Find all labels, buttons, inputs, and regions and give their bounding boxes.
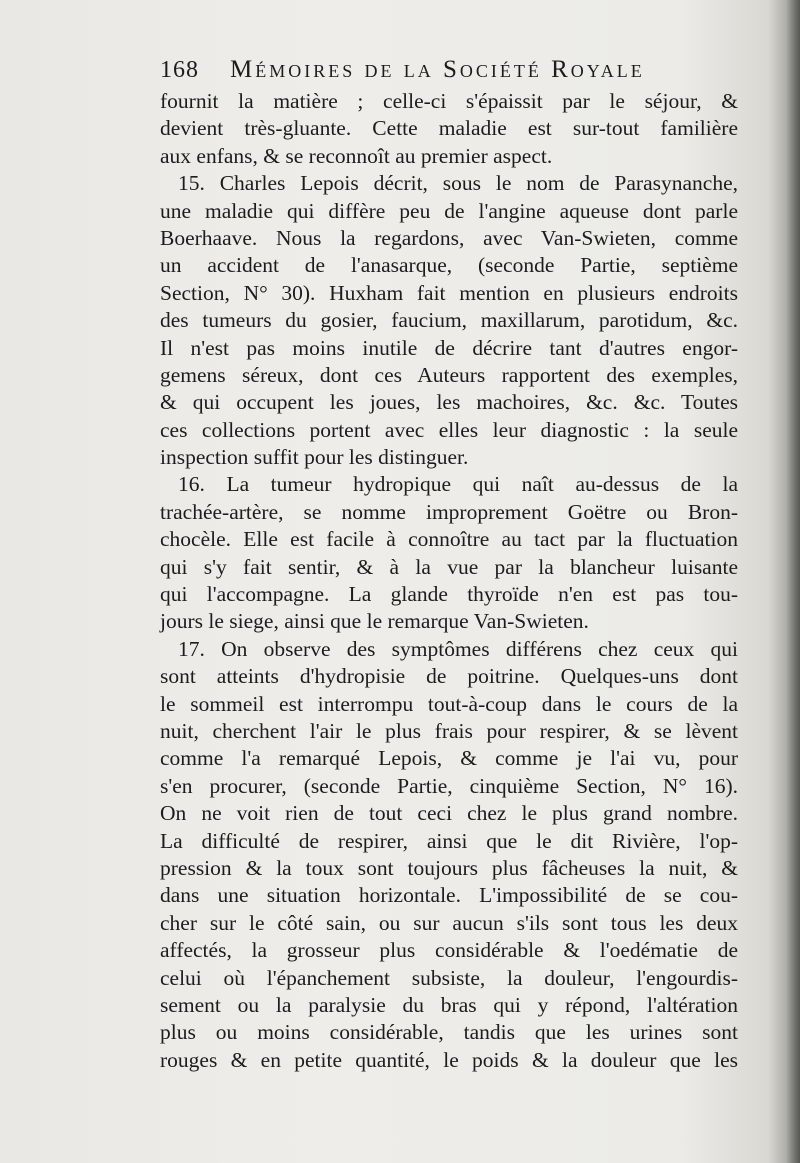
text-line: s'en procurer, (seconde Partie, cinquième Section, N° 16).: [160, 773, 738, 798]
text-line: 16. La tumeur hydropique qui naît au-dessus de la: [178, 472, 738, 497]
text-line: le sommeil est interrompu tout-à-coup dans le cours de la: [160, 691, 738, 716]
text-line: gemens séreux, dont ces Auteurs rapportent des exemples,: [160, 362, 738, 387]
text-line: & qui occupent les joues, les machoires, &c. &c. Toutes: [160, 390, 738, 415]
text-line: un accident de l'anasarque, (seconde Partie, septième: [160, 253, 738, 278]
text-line: dans une situation horizontale. L'impossibilité de se cou-: [160, 883, 738, 908]
text-line: sement ou la paralysie du bras qui y répond, l'altération: [160, 992, 738, 1017]
text-line: affectés, la grosseur plus considérable & l'oedématie de: [160, 938, 738, 963]
text-line: devient très-gluante. Cette maladie est sur-tout familière: [160, 116, 738, 141]
text-line: cher sur le côté sain, ou sur aucun s'ils sont tous les deux: [160, 910, 738, 935]
text-line: fournit la matière ; celle-ci s'épaissit par le séjour, &: [160, 89, 738, 113]
body-text: [160, 88, 738, 1074]
text-line: 17. On observe des symptômes différens chez ceux qui: [178, 636, 738, 661]
text-line: aux enfans, & se reconnoît au premier aspect.: [160, 143, 553, 168]
text-line: qui l'accompagne. La glande thyroïde n'en est pas tou-: [160, 582, 738, 607]
text-line: Section, N° 30). Huxham fait mention en plusieurs endroits: [160, 280, 738, 305]
text-line: 15. Charles Lepois décrit, sous le nom de Parasynanche,: [178, 171, 738, 196]
text-line: inspection suffit pour les distinguer.: [160, 445, 469, 470]
text-line: comme l'a remarqué Lepois, & comme je l'ai vu, pour: [160, 746, 738, 771]
text-line: trachée-artère, se nomme improprement Goëtre ou Bron-: [160, 499, 738, 524]
text-line: une maladie qui diffère peu de l'angine aqueuse dont parle: [160, 198, 738, 223]
running-title: Mémoires de la Société Royale: [230, 56, 645, 83]
page-binding-shadow: [786, 0, 800, 1163]
text-line: Boerhaave. Nous la regardons, avec Van-Swieten, comme: [160, 225, 738, 250]
text-line: nuit, cherchent l'air le plus frais pour respirer, & se lèvent: [160, 718, 738, 743]
text-line: ces collections portent avec elles leur diagnostic : la seule: [160, 417, 738, 442]
page-number: 168: [160, 57, 199, 83]
text-line: qui s'y fait sentir, & à la vue par la blancheur luisante: [160, 554, 738, 579]
text-line: rouges & en petite quantité, le poids & la douleur que les: [160, 1047, 738, 1072]
text-line: celui où l'épanchement subsiste, la douleur, l'engourdis-: [160, 965, 738, 990]
page-text: [160, 52, 738, 1074]
running-header: [160, 52, 738, 88]
text-line: On ne voit rien de tout ceci chez le plus grand nombre.: [160, 801, 738, 826]
text-line: La difficulté de respirer, ainsi que le dit Rivière, l'op-: [160, 828, 738, 853]
text-line: des tumeurs du gosier, faucium, maxillarum, parotidum, &c.: [160, 308, 738, 333]
text-line: pression & la toux sont toujours plus fâcheuses la nuit, &: [160, 855, 738, 880]
text-line: jours le siege, ainsi que le remarque Van-Swieten.: [160, 609, 589, 634]
text-line: Il n'est pas moins inutile de décrire tant d'autres engor-: [160, 335, 738, 360]
text-line: chocèle. Elle est facile à connoître au tact par la fluctuation: [160, 527, 738, 552]
text-line: plus ou moins considérable, tandis que les urines sont: [160, 1020, 738, 1045]
text-line: sont atteints d'hydropisie de poitrine. Quelques-uns dont: [160, 664, 738, 689]
